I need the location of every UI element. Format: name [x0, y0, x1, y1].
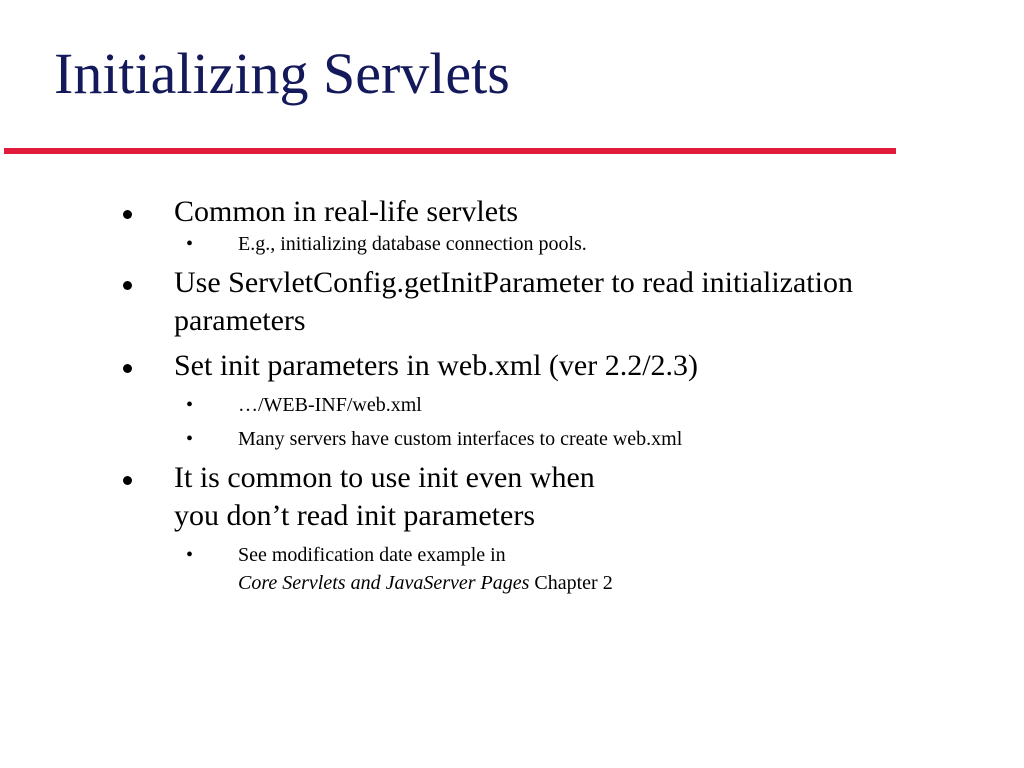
bullet-4-sub-1-text-line-1: See modification date example in: [238, 544, 506, 566]
bullet-1-text: Common in real-life servlets: [174, 195, 519, 228]
book-title: Core Servlets and JavaServer Pages: [238, 572, 530, 594]
bullet-icon: [123, 281, 132, 290]
bullet-2-text-line-2: parameters: [174, 304, 306, 337]
bullet-3-text: Set init parameters in web.xml (ver 2.2/2.3): [174, 349, 699, 382]
sub-bullet-icon: •: [186, 428, 194, 450]
bullet-icon: [123, 210, 132, 219]
bullet-1-sub-1-text: E.g., initializing database connection pools.: [238, 233, 587, 255]
bullet-4-sub-1-text-line-2: [238, 569, 613, 597]
slide-title: Initializing Servlets: [54, 41, 510, 106]
chapter-ref: Chapter 2: [529, 572, 613, 594]
bullet-icon: [123, 476, 132, 485]
bullet-icon: [123, 364, 132, 373]
title-underline: [4, 148, 896, 154]
bullet-4-text-line-2: you don’t read init parameters: [174, 499, 535, 532]
bullet-3-sub-2-text: Many servers have custom interfaces to create web.xml: [238, 428, 683, 450]
sub-bullet-icon: •: [186, 394, 194, 416]
bullet-4-text-line-1: It is common to use init even when: [174, 461, 595, 494]
bullet-3-sub-1-text: …/WEB-INF/web.xml: [238, 394, 422, 416]
bullet-2-text-line-1: Use ServletConfig.getInitParameter to read initialization: [174, 266, 853, 299]
sub-bullet-icon: •: [186, 233, 194, 255]
sub-bullet-icon: •: [186, 544, 194, 566]
